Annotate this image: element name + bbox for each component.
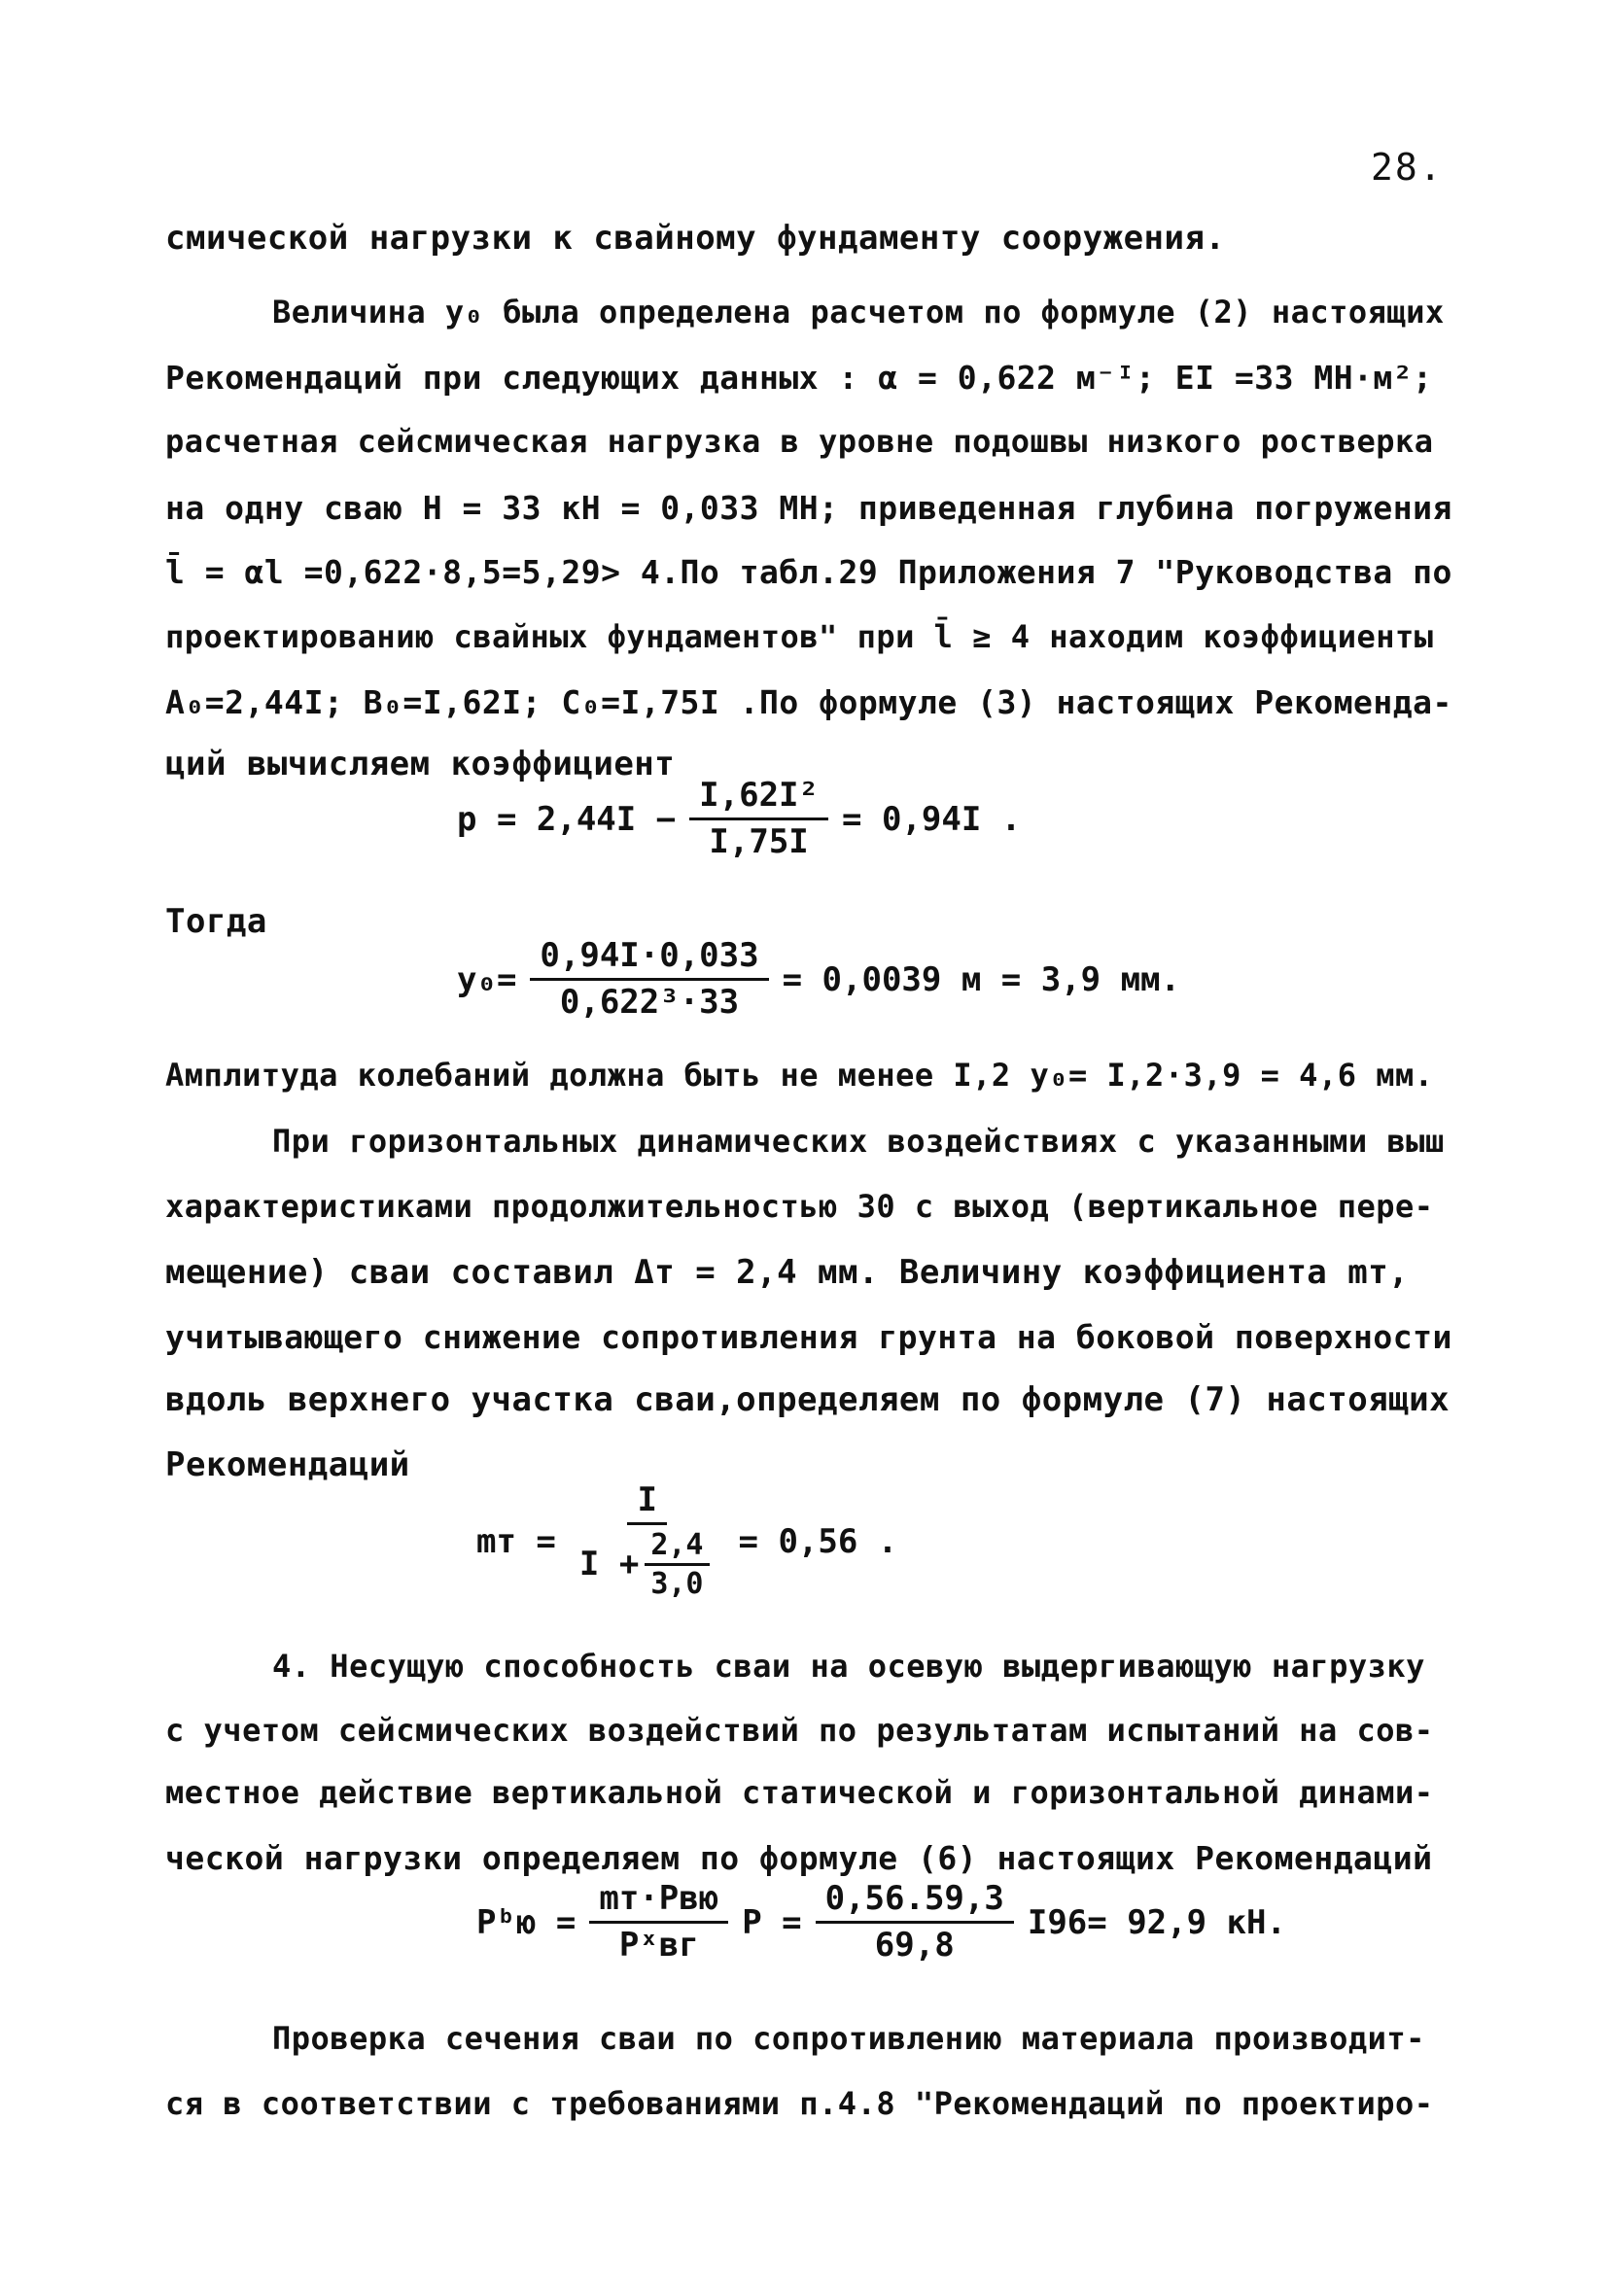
formula-y0-denominator: 0,622³·33: [559, 983, 740, 1023]
formula-mt-lhs: mт =: [476, 1521, 556, 1561]
formula-p-lhs: p = 2,44I −: [457, 799, 677, 839]
formula-pbo-mid: P =: [742, 1902, 802, 1942]
text-line-12: характеристиками продолжительностью 30 с выход (вертикальное пере-: [165, 1188, 1434, 1225]
text-line-14: учитывающего снижение сопротивления грунта на боковой поверхности: [165, 1318, 1452, 1356]
text-line-15: вдоль верхнего участка сваи,определяем по формуле (7) настоящих: [165, 1380, 1451, 1419]
formula-mt-inner-fraction: [645, 1529, 709, 1600]
formula-mt-inner-numerator: 2,4: [645, 1529, 709, 1566]
formula-p-fraction: [689, 778, 828, 861]
text-line-6: l̄ = αl =0,622·8,5=5,29> 4.По табл.29 Приложения 7 "Руководства по: [165, 553, 1452, 591]
text-togda: Тогда: [165, 902, 267, 941]
formula-p: [457, 778, 1021, 861]
text-line-21: Проверка сечения сваи по сопротивлению материала производит-: [272, 2020, 1425, 2057]
text-line-11: При горизонтальных динамических воздействиях с указанными выш: [272, 1123, 1445, 1160]
formula-y0-numerator: 0,94I·0,033: [530, 938, 768, 981]
formula-y0-rhs: = 0,0039 м = 3,9 мм.: [782, 959, 1180, 999]
text-line-4: расчетная сейсмическая нагрузка в уровне подошвы низкого ростверка: [165, 423, 1434, 460]
text-line-19: местное действие вертикальной статической и горизонтальной динами-: [165, 1774, 1434, 1811]
text-line-1: смической нагрузки к свайному фундаменту сооружения.: [165, 219, 1226, 258]
formula-mt-denominator: [570, 1525, 725, 1600]
formula-pbo-lhs: Pᵇю =: [476, 1902, 577, 1942]
formula-pbo-numerator-2: 0,56.59,3: [816, 1881, 1014, 1924]
formula-p-numerator: I,62I²: [689, 778, 828, 820]
formula-mt: [476, 1482, 897, 1600]
text-line-9: ций вычисляем коэффициент: [165, 745, 676, 783]
text-line-20: ческой нагрузки определяем по формуле (6) настоящих Рекомендаций: [165, 1839, 1433, 1877]
formula-pbo: [476, 1881, 1286, 1965]
formula-pbo-rhs: I96= 92,9 кН.: [1027, 1902, 1286, 1942]
formula-pbo-denominator-2: 69,8: [874, 1926, 955, 1966]
text-line-17: 4. Несущую способность сваи на осевую выдергивающую нагрузку: [272, 1648, 1425, 1685]
text-line-3: Рекомендаций при следующих данных : α = 0,622 м⁻ᴵ; EI =33 МН·м²;: [165, 359, 1433, 397]
text-line-13: мещение) сваи составил Δт = 2,4 мм. Величину коэффициента mт,: [165, 1253, 1410, 1292]
text-line-16: Рекомендаций: [165, 1445, 410, 1484]
formula-pbo-numerator-1: mт·Pвю: [589, 1881, 728, 1924]
text-line-2: Величина y₀ была определена расчетом по формуле (2) настоящих: [272, 294, 1445, 330]
formula-p-denominator: I,75I: [709, 822, 809, 862]
formula-pbo-fraction-2: [816, 1881, 1014, 1965]
formula-p-rhs: = 0,94I .: [842, 799, 1022, 839]
text-line-22: ся в соответствии с требованиями п.4.8 "Рекомендаций по проектиро-: [165, 2085, 1434, 2122]
page-number: 28.: [1371, 146, 1444, 189]
formula-y0-lhs: y₀=: [457, 959, 517, 999]
text-line-7: проектированию свайных фундаментов" при l̄ ≥ 4 находим коэффициенты: [165, 618, 1434, 655]
text-line-18: с учетом сейсмических воздействий по результатам испытаний на сов-: [165, 1712, 1434, 1749]
formula-mt-inner-denominator: 3,0: [650, 1567, 704, 1602]
text-line-5: на одну сваю H = 33 кН = 0,033 МН; приведенная глубина погружения: [165, 489, 1452, 527]
formula-mt-rhs: = 0,56 .: [738, 1521, 898, 1561]
formula-y0-fraction: [530, 938, 768, 1022]
formula-y0: [457, 938, 1180, 1022]
text-line-10: Амплитуда колебаний должна быть не менее I,2 y₀= I,2·3,9 = 4,6 мм.: [165, 1057, 1434, 1094]
formula-mt-den-prefix: I +: [578, 1545, 640, 1584]
text-line-8: A₀=2,44I; B₀=I,62I; C₀=I,75I .По формуле (3) настоящих Рекоменда-: [165, 683, 1452, 721]
formula-mt-numerator: I: [627, 1482, 666, 1525]
formula-mt-fraction: [570, 1482, 725, 1600]
formula-pbo-denominator-1: Pˣвг: [618, 1926, 699, 1966]
formula-pbo-fraction-1: [589, 1881, 728, 1965]
